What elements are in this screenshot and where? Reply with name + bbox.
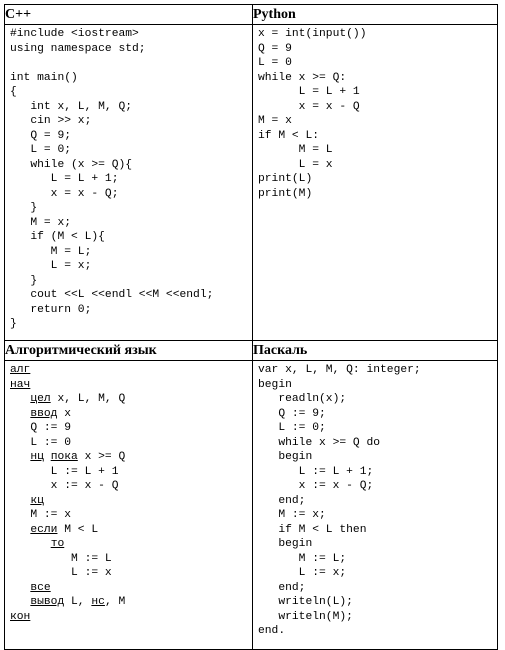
code-line: L = 0 <box>258 57 292 69</box>
code-line <box>10 479 252 494</box>
code-line: print(M) <box>258 187 313 200</box>
code-text <box>10 524 30 536</box>
code-line <box>10 508 252 523</box>
header-row-top <box>5 5 498 25</box>
code-text <box>10 495 30 507</box>
code-line: readln(x); <box>258 393 347 405</box>
code-line: } <box>10 318 17 330</box>
code-text: M := L <box>10 552 112 565</box>
code-line: L := x; <box>258 567 347 579</box>
code-row-bottom <box>5 361 498 650</box>
code-line: end; <box>258 581 306 594</box>
code-text <box>10 393 30 405</box>
keyword: нач <box>10 378 31 391</box>
code-text <box>10 451 30 463</box>
code-line: if (M < L){ <box>10 231 105 243</box>
code-text: M < L <box>57 523 99 536</box>
code-line: if M < L: <box>258 129 320 142</box>
code-line: x = x - Q <box>258 100 360 113</box>
keyword: нс <box>91 596 105 608</box>
code-line: while x >= Q: <box>258 71 347 84</box>
keyword: пока <box>50 451 78 463</box>
code-text: L, <box>64 596 92 608</box>
code-line: L := L + 1; <box>258 465 374 478</box>
code-line <box>10 450 252 465</box>
code-line: } <box>10 202 38 214</box>
code-line: Q = 9; <box>10 129 72 142</box>
code-line <box>10 421 252 436</box>
keyword: то <box>50 538 65 550</box>
code-text <box>10 538 51 550</box>
code-line: cin >> x; <box>10 115 92 127</box>
code-text: M := x <box>10 509 72 521</box>
code-line: while x >= Q do <box>258 436 381 449</box>
keyword: кон <box>10 610 31 623</box>
code-line <box>10 363 252 378</box>
code-text <box>44 451 51 463</box>
code-line <box>10 581 252 596</box>
cpp-code-cell <box>5 25 253 341</box>
python-code-cell <box>253 25 498 341</box>
code-line <box>10 566 252 581</box>
code-text: , M <box>104 596 126 608</box>
code-line: begin <box>258 538 313 550</box>
code-line: L = x <box>258 158 333 171</box>
keyword: кц <box>30 494 44 507</box>
code-line: cout <<L <<endl <<M <<endl; <box>10 289 214 301</box>
code-line: L = x; <box>10 260 92 272</box>
code-line: L = L + 1; <box>10 173 119 185</box>
code-line: int x, L, M, Q; <box>10 100 133 113</box>
code-line: Q := 9; <box>258 407 326 420</box>
code-line: M = x; <box>10 216 72 229</box>
keyword: если <box>30 523 58 536</box>
code-line: M = L; <box>10 245 92 258</box>
code-line <box>10 392 252 407</box>
code-line <box>10 465 252 480</box>
code-line: M = L <box>258 144 333 156</box>
code-line: writeln(L); <box>258 596 353 608</box>
code-text: x <box>57 407 72 420</box>
python-code <box>253 25 497 204</box>
header-algo: Алгоритмический язык <box>5 341 253 361</box>
code-line <box>10 407 252 422</box>
algo-code-cell <box>5 361 253 650</box>
code-line: if M < L then <box>258 523 367 536</box>
keyword: все <box>30 581 51 594</box>
cpp-code <box>5 25 252 335</box>
code-text: L := L + 1 <box>10 465 119 478</box>
code-text: Q := 9 <box>10 422 72 434</box>
code-line: L = 0; <box>10 144 72 156</box>
code-line <box>10 537 252 552</box>
header-row-bottom <box>5 341 498 361</box>
code-line <box>10 56 252 71</box>
code-line <box>10 436 252 451</box>
code-line: #include <iostream> <box>10 28 139 40</box>
keyword: вывод <box>30 596 65 608</box>
code-line <box>10 610 252 625</box>
code-line: } <box>10 274 38 287</box>
code-line <box>10 523 252 538</box>
header-cpp: C++ <box>5 5 253 25</box>
code-line: L = L + 1 <box>258 86 360 98</box>
algo-code <box>5 361 252 627</box>
code-line: end. <box>258 625 286 637</box>
code-line <box>10 494 252 509</box>
pascal-code <box>253 361 497 642</box>
code-text <box>10 582 30 594</box>
code-line: { <box>10 86 17 98</box>
code-text: L := x <box>10 567 112 579</box>
code-row-top <box>5 25 498 341</box>
code-line: M := L; <box>258 552 347 565</box>
code-text <box>10 408 30 420</box>
code-line: begin <box>258 451 313 463</box>
code-line: M = x <box>258 115 292 127</box>
code-line: M := x; <box>258 509 326 521</box>
code-line: var x, L, M, Q: integer; <box>258 364 421 376</box>
code-line: print(L) <box>258 173 313 185</box>
pascal-code-cell <box>253 361 498 650</box>
code-line: int main() <box>10 71 78 84</box>
code-text: x, L, M, Q <box>50 393 126 405</box>
code-line: x = x - Q; <box>10 187 119 200</box>
code-text: L := 0 <box>10 436 72 449</box>
code-line: x := x - Q; <box>258 480 374 492</box>
code-line: L := 0; <box>258 422 326 434</box>
header-pascal: Паскаль <box>253 341 498 361</box>
code-text: x >= Q <box>77 451 126 463</box>
code-line: using namespace std; <box>10 42 146 55</box>
keyword: ввод <box>30 407 58 420</box>
keyword: нц <box>30 451 44 463</box>
code-line: Q = 9 <box>258 42 292 55</box>
code-text: x := x - Q <box>10 480 119 492</box>
code-text <box>10 596 30 608</box>
code-line: x = int(input()) <box>258 28 367 40</box>
code-line: writeln(M); <box>258 610 353 623</box>
code-line <box>10 595 252 610</box>
code-line: end; <box>258 494 306 507</box>
code-line: return 0; <box>10 303 92 316</box>
code-line <box>10 378 252 393</box>
header-python: Python <box>253 5 498 25</box>
code-line: while (x >= Q){ <box>10 158 133 171</box>
code-line <box>10 552 252 567</box>
keyword: цел <box>30 393 51 405</box>
code-comparison-table <box>4 4 498 650</box>
keyword: алг <box>10 364 31 376</box>
code-line: begin <box>258 378 292 391</box>
